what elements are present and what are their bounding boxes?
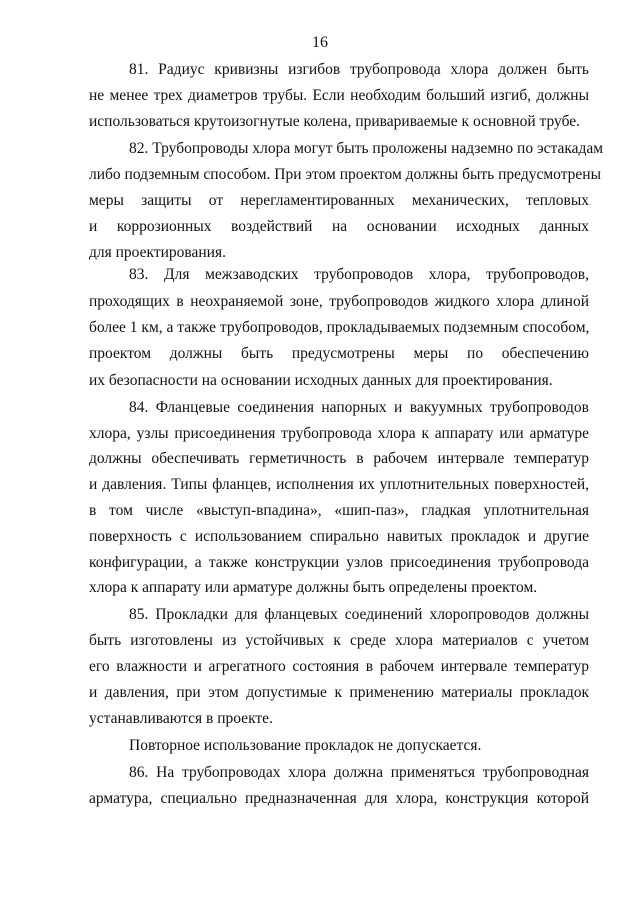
text-line: конфигурации, а также конструкции узлов присоединения трубопровода [89, 554, 589, 571]
text-line: и давления. Типы фланцев, исполнения их уплотнительных поверхностей, [89, 476, 589, 493]
text-line: для проектирования. [89, 244, 226, 261]
text-line: поверхность с использованием спирально навитых прокладок и другие [89, 528, 589, 545]
text-line: хлора, узлы присоединения трубопровода хлора к аппарату или арматуре [89, 425, 589, 442]
text-line: не менее трех диаметров трубы. Если необходим больший изгиб, должны [89, 87, 589, 104]
text-line: более 1 км, а также трубопроводов, прокладываемых подземным способом, [89, 319, 590, 336]
text-line: хлора к аппарату или арматуре должны быть определены проектом. [89, 579, 538, 596]
text-line: 85. Прокладки для фланцевых соединений хлоропроводов должны [129, 606, 589, 623]
text-line: должны обеспечивать герметичность в рабочем интервале температур [89, 450, 589, 467]
page-number: 16 [312, 34, 328, 51]
text-line: проектом должны быть предусмотрены меры по обеспечению [89, 345, 589, 362]
text-line: и давления, при этом допустимые к применению материалы прокладок [89, 684, 589, 701]
text-line: арматура, специально предназначенная для хлора, конструкция которой [89, 790, 589, 807]
text-line: его влажности и агрегатного состояния в рабочем интервале температур [89, 658, 589, 675]
text-line: устанавливаются в проекте. [89, 710, 273, 727]
text-line: 82. Трубопроводы хлора могут быть проложены надземно по эстакадам [129, 140, 604, 157]
text-line: 86. На трубопроводах хлора должна применяться трубопроводная [129, 764, 589, 781]
text-line: и коррозионных воздействий на основании исходных данных [89, 218, 589, 235]
text-line: 84. Фланцевые соединения напорных и вакуумных трубопроводов [129, 399, 589, 416]
text-line: Повторное использование прокладок не допускается. [129, 737, 482, 754]
text-line: их безопасности на основании исходных данных для проектирования. [89, 372, 553, 389]
text-line: проходящих в неохраняемой зоне, трубопроводов жидкого хлора длиной [89, 293, 589, 310]
text-line: меры защиты от нерегламентированных механических, тепловых [89, 192, 589, 209]
text-line: в том числе «выступ-впадина», «шип-паз», гладкая уплотнительная [89, 502, 589, 519]
text-line: использоваться крутоизогнутые колена, привариваемые к основной трубе. [89, 113, 581, 130]
text-line: 81. Радиус кривизны изгибов трубопровода хлора должен быть [129, 61, 589, 78]
text-line: быть изготовлены из устойчивых к среде хлора материалов с учетом [89, 632, 589, 649]
text-line: либо подземным способом. При этом проектом должны быть предусмотрены [89, 166, 601, 183]
text-line: 83. Для межзаводских трубопроводов хлора, трубопроводов, [129, 266, 589, 283]
